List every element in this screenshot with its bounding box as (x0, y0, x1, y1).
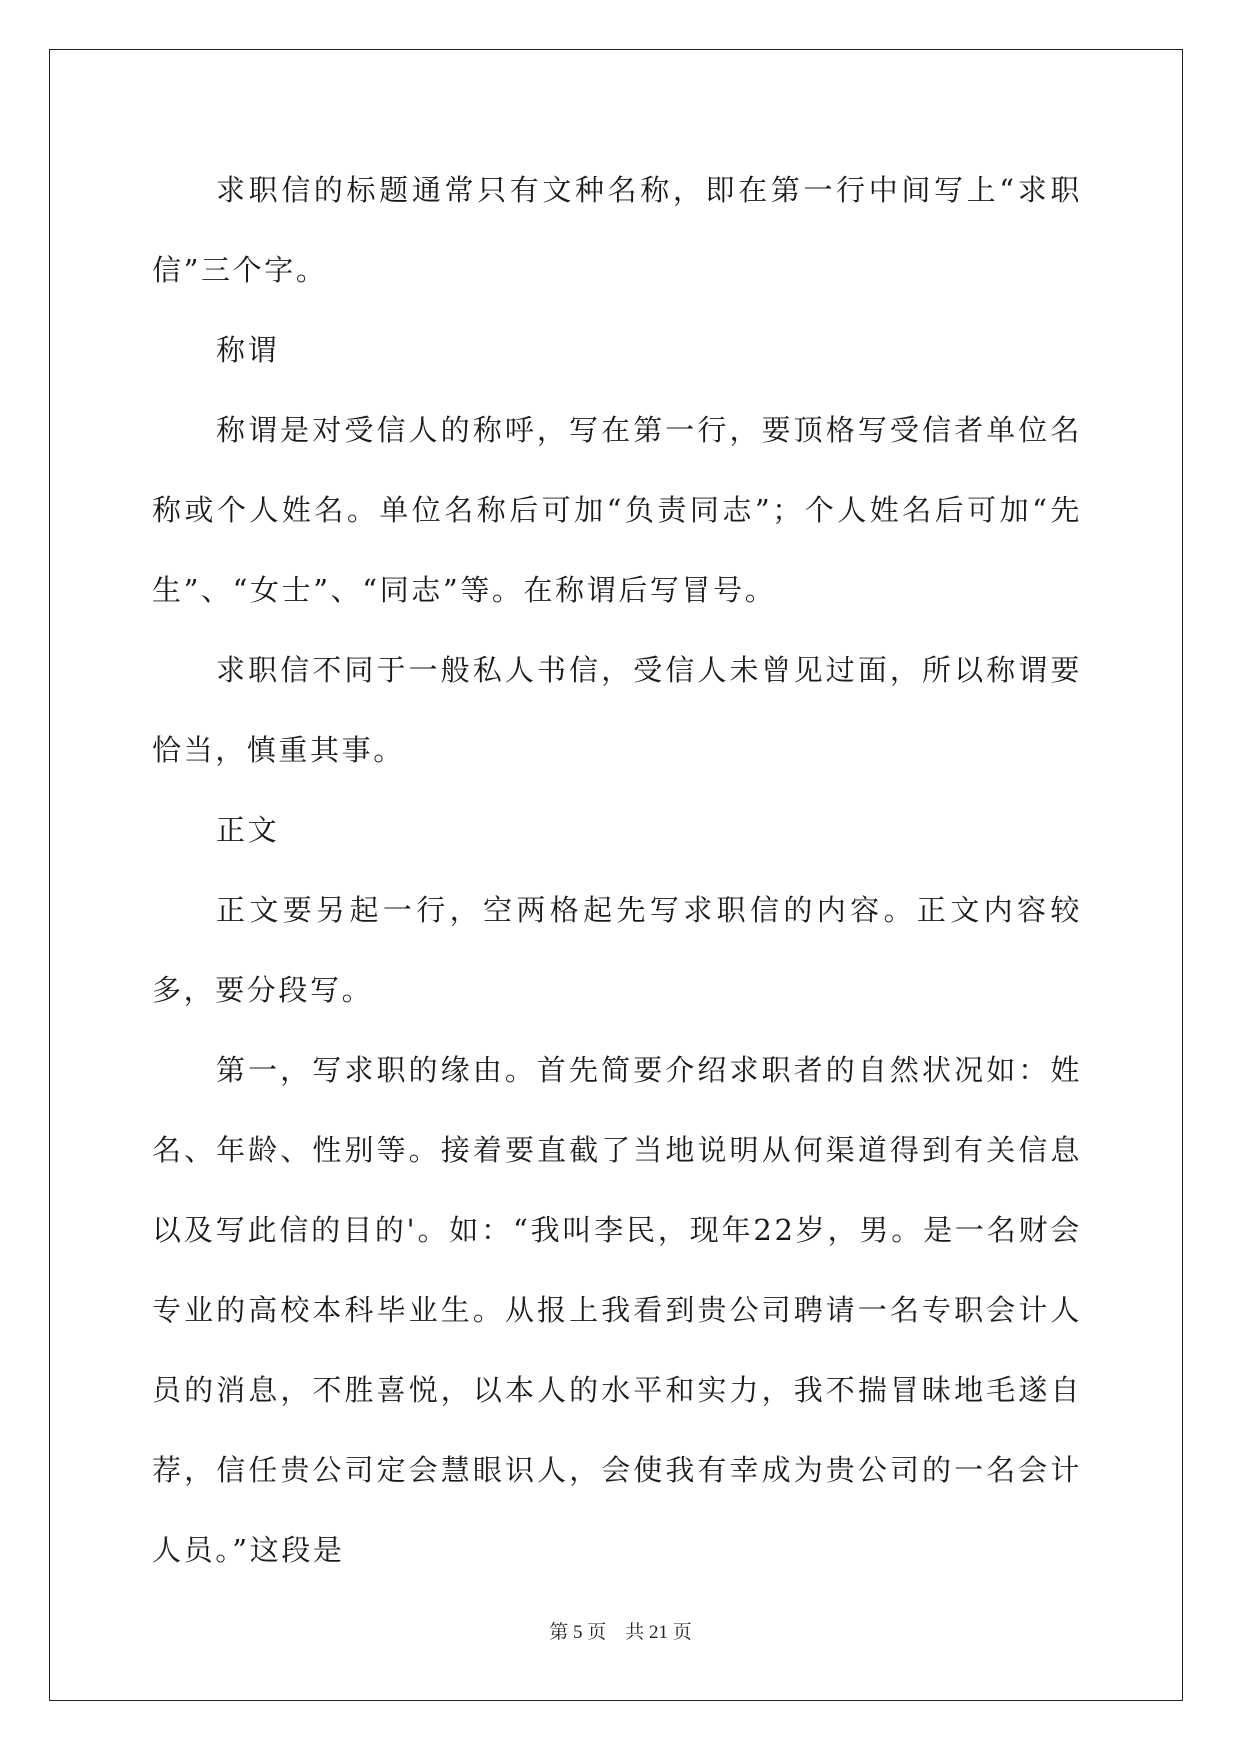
paragraph-reason-example: 第一，写求职的缘由。首先简要介绍求职者的自然状况如：姓名、年龄、性别等。接着要直截了当地说明从何渠道得到有关信息以及写此信的目的'。如：“我叫李民，现年22岁，男。是一名财会专业的高校本科毕业生。从报上我看到贵公司聘请一名专职会计人员的消息，不胜喜悦，以本人的水平和实力，我不揣冒昧地毛遂自荐，信任贵公司定会慧眼识人，会使我有幸成为贵公司的一名会计人员。”这段是 (152, 1053, 1082, 1567)
paragraph-salutation-note: 求职信不同于一般私人书信，受信人未曾见过面，所以称谓要恰当，慎重其事。 (152, 653, 1082, 767)
document-body (152, 150, 1082, 1590)
paragraph-body-intro: 正文要另起一行，空两格起先写求职信的内容。正文内容较多，要分段写。 (152, 893, 1082, 1007)
paragraph-salutation-rules: 称谓是对受信人的称呼，写在第一行，要顶格写受信者单位名称或个人姓名。单位名称后可加“负责同志”；个人姓名后可加“先生”、“女士”、“同志”等。在称谓后写冒号。 (152, 413, 1082, 607)
page-number-footer (0, 1617, 1241, 1644)
paragraph-title-description: 求职信的标题通常只有文种名称，即在第一行中间写上“求职信”三个字。 (152, 173, 1082, 287)
heading-body-text: 正文 (216, 813, 280, 847)
heading-salutation: 称谓 (216, 333, 280, 367)
page-number-label: 第 5 页 共 21 页 (549, 1622, 692, 1643)
